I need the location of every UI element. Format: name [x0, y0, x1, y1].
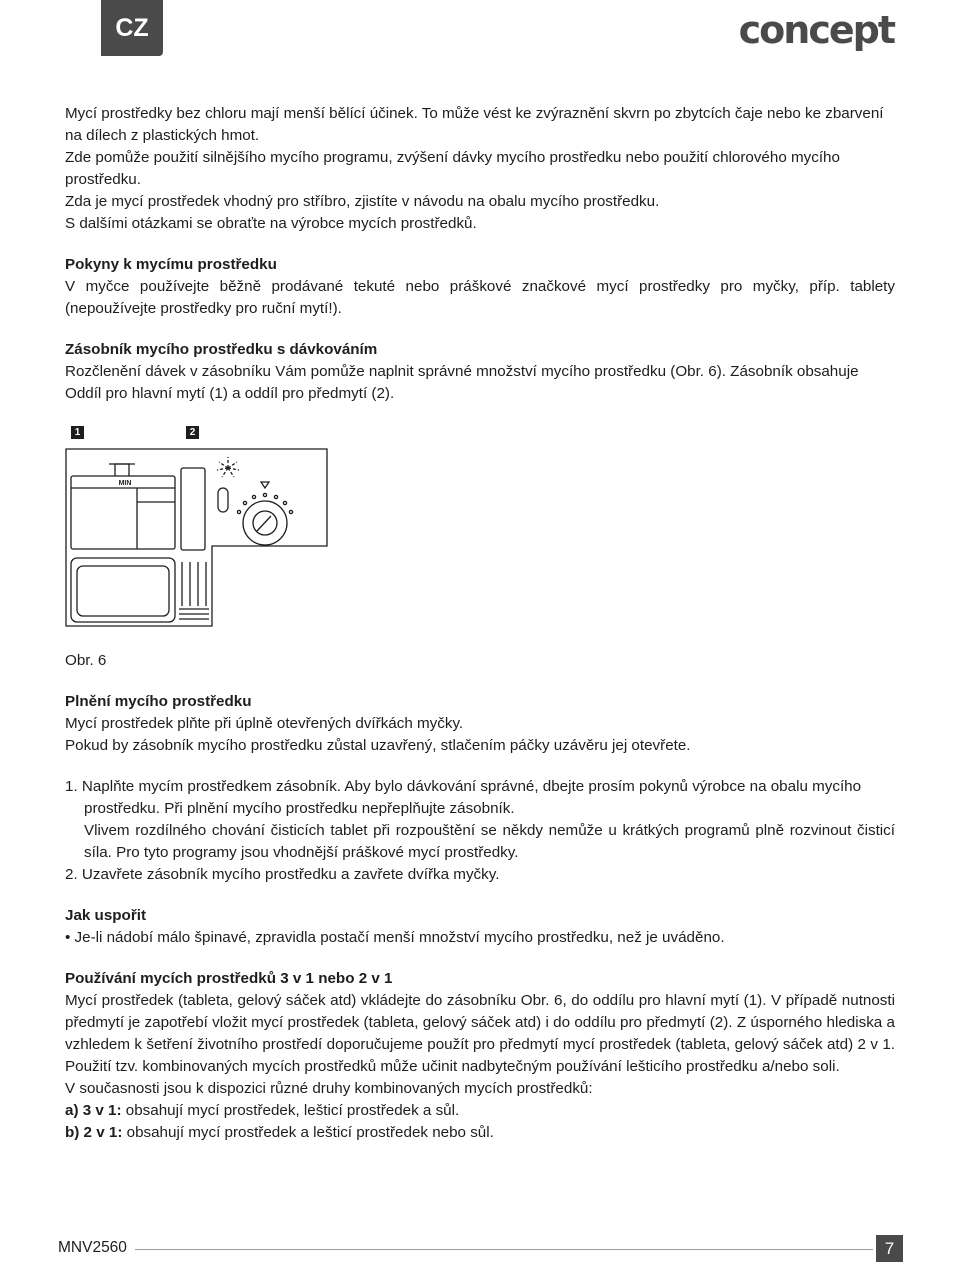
kombi-item-a-label: a) 3 v 1:: [65, 1102, 122, 1119]
usporit-bullet: • Je-li nádobí málo špinavé, zpravidla postačí menší množství mycího prostředku, než je uváděno.: [65, 929, 725, 946]
section-heading-kombi: Používání mycích prostředků 3 v 1 nebo 2 v 1: [65, 970, 393, 987]
intro-paragraph: S dalšími otázkami se obraťte na výrobce mycích prostředků.: [65, 215, 477, 232]
section-heading-zasobnik: Zásobník mycího prostředku s dávkováním: [65, 341, 378, 358]
plneni-line: Pokud by zásobník mycího prostředku zůstal uzavřený, stlačením páčky uzávěru jej otevřete.: [65, 737, 691, 754]
plneni-step-1: 1. Naplňte mycím prostředkem zásobník. Aby bylo dávkování správné, dbejte prosím pokynů výrobce na obalu mycího prostředku. Při plnění mycího prostředku nepřeplňujte zásobník.: [65, 778, 862, 817]
pokyny-text: V myčce používejte běžně prodávané tekuté nebo práškové značkové mycí prostředky pro myčky, příp. tablety (nepoužívejte prostředky pro ruční mytí!).: [65, 278, 895, 317]
intro-paragraph: Zde pomůže použití silnějšího mycího programu, zvýšení dávky mycího prostředku nebo použití chlorového mycího prostředku.: [65, 149, 840, 188]
page-number: 7: [876, 1235, 903, 1262]
dispenser-illustration: [65, 426, 385, 646]
section-heading-plneni: Plnění mycího prostředku: [65, 693, 252, 710]
intro-paragraph: Zda je mycí prostředek vhodný pro stříbro, zjistíte v návodu na obalu mycího prostředku.: [65, 193, 660, 210]
plneni-step-1-note: Vlivem rozdílného chování čisticích tablet při rozpouštění se někdy nemůže u krátkých programů plně rozvinout čisticí síla. Pro tyto programy jsou vhodnější práškové mycí prostředky.: [84, 822, 895, 861]
page-content: [65, 103, 895, 1144]
zasobnik-text: Rozčlenění dávek v zásobníku Vám pomůže naplnit správné množství mycího prostředku (Obr. 6). Zásobník obsahuje Oddíl pro hlavní mytí (1) a oddíl pro předmytí (2).: [65, 363, 859, 402]
kombi-item-b-text: obsahují mycí prostředek a lešticí prostředek nebo sůl.: [122, 1124, 494, 1141]
brand-logo: concept: [738, 8, 894, 52]
footer-divider: [135, 1249, 873, 1250]
kombi-item-b-label: b) 2 v 1:: [65, 1124, 123, 1141]
intro-paragraph: Mycí prostředky bez chloru mají menší bělící účinek. To může vést ke zvýraznění skvrn po zbytcích čaje nebo ke zbarvení na dílech z plastických hmot.: [65, 105, 884, 144]
kombi-text-2: V současnosti jsou k dispozici různé druhy kombinovaných mycích prostředků:: [65, 1080, 593, 1097]
figure-label-2: 2: [186, 426, 199, 439]
kombi-item-b: [65, 1122, 895, 1144]
kombi-item-a-text: obsahují mycí prostředek, lešticí prostředek a sůl.: [121, 1102, 460, 1119]
section-heading-usporit: Jak uspořit: [65, 907, 147, 924]
dispenser-figure: [65, 426, 385, 646]
figure-label-1: 1: [71, 426, 84, 439]
plneni-step-2: 2. Uzavřete zásobník mycího prostředku a zavřete dvířka myčky.: [65, 866, 500, 883]
plneni-line: Mycí prostředek plňte při úplně otevřených dvířkách myčky.: [65, 715, 464, 732]
kombi-item-a: [65, 1100, 895, 1122]
kombi-text: Mycí prostředek (tableta, gelový sáček atd) vkládejte do zásobníku Obr. 6, do oddílu pro hlavní mytí (1). V případě nutnosti předmytí je zapotřebí vložit mycí prostředek (tableta, gelový sáček atd) i do oddílu pro předmytí (2). Z úsporného hlediska a vzhledem k šetření životního prostředí doporučujeme použít pro předmytí mycí prostředek (tableta, gelový sáček atd) 2 v 1. Použití tzv. kombinovaných mycích prostředků může učinit nadbytečným používání lešticího prostředku a/nebo soli.: [65, 992, 895, 1075]
min-mark: MIN: [118, 480, 132, 487]
section-heading-pokyny: Pokyny k mycímu prostředku: [65, 256, 277, 273]
language-tab: CZ: [101, 0, 163, 56]
footer-model: MNV2560: [58, 1239, 127, 1256]
figure-caption: Obr. 6: [65, 652, 107, 669]
